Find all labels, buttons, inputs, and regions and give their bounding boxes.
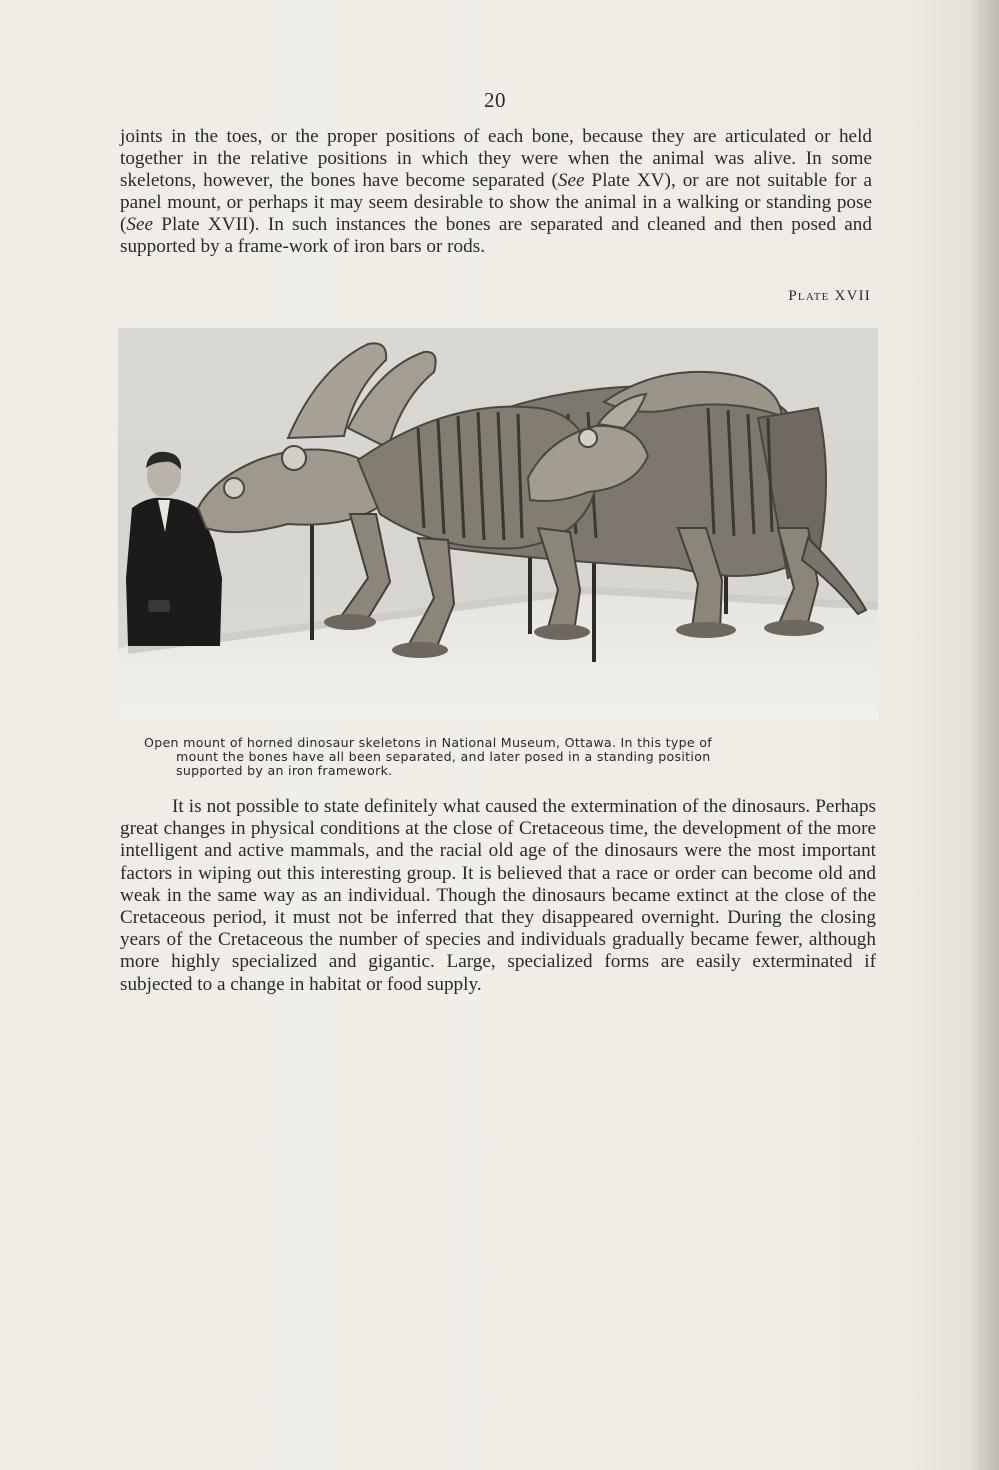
see-reference-2: See xyxy=(126,214,154,235)
photo-caption xyxy=(144,736,864,778)
plate-label: Plate XVII xyxy=(788,288,871,304)
paragraph-intro xyxy=(120,126,872,258)
page-number: 20 xyxy=(484,88,506,112)
paragraph-intro-part-b: Plate XV), or are not suitable for a panel mount, or perhaps it may seem desirable to show the animal in a walking or standing pose ( xyxy=(120,170,872,235)
paragraph-intro-part-c: Plate XVII). In such instances the bones are separated and cleaned and then posed and supported by a frame-work of iron bars or rods. xyxy=(120,214,872,257)
caption-line-3: supported by an iron framework. xyxy=(176,763,393,778)
paragraph-extinction: It is not possible to state definitely what caused the extermination of the dinosaurs. Perhaps great changes in physical conditions at the close of Cretaceous time, the development of the more intelligent and active mammals, and the racial old age of the dinosaurs were the most important factors in wiping out this interesting group. It is believed that a race or order can become old and weak in the same way as an individual. Though the dinosaurs became extinct at the close of the Cretaceous period, it must not be inferred that they disappeared overnight. During the closing years of the Cretaceous the number of species and individuals gradually became fewer, although more highly specialized and gigantic. Large, specialized forms are easily exterminated if subjected to a change in habitat or food supply. xyxy=(120,796,876,995)
caption-line-1: Open mount of horned dinosaur skeletons in National Museum, Ottawa. In this type of xyxy=(144,735,713,750)
paragraph-intro-part-a: joints in the toes, or the proper positions of each bone, because they are articulated or held together in the relative positions in which they were when the animal was alive. In some skeletons, however, the bones have become separated ( xyxy=(120,126,872,191)
caption-line-2: mount the bones have all been separated, and later posed in a standing position xyxy=(176,749,711,764)
dinosaur-skeleton-photo xyxy=(118,328,878,720)
page-edge-shadow xyxy=(969,0,999,1470)
see-reference-1: See xyxy=(557,170,585,191)
